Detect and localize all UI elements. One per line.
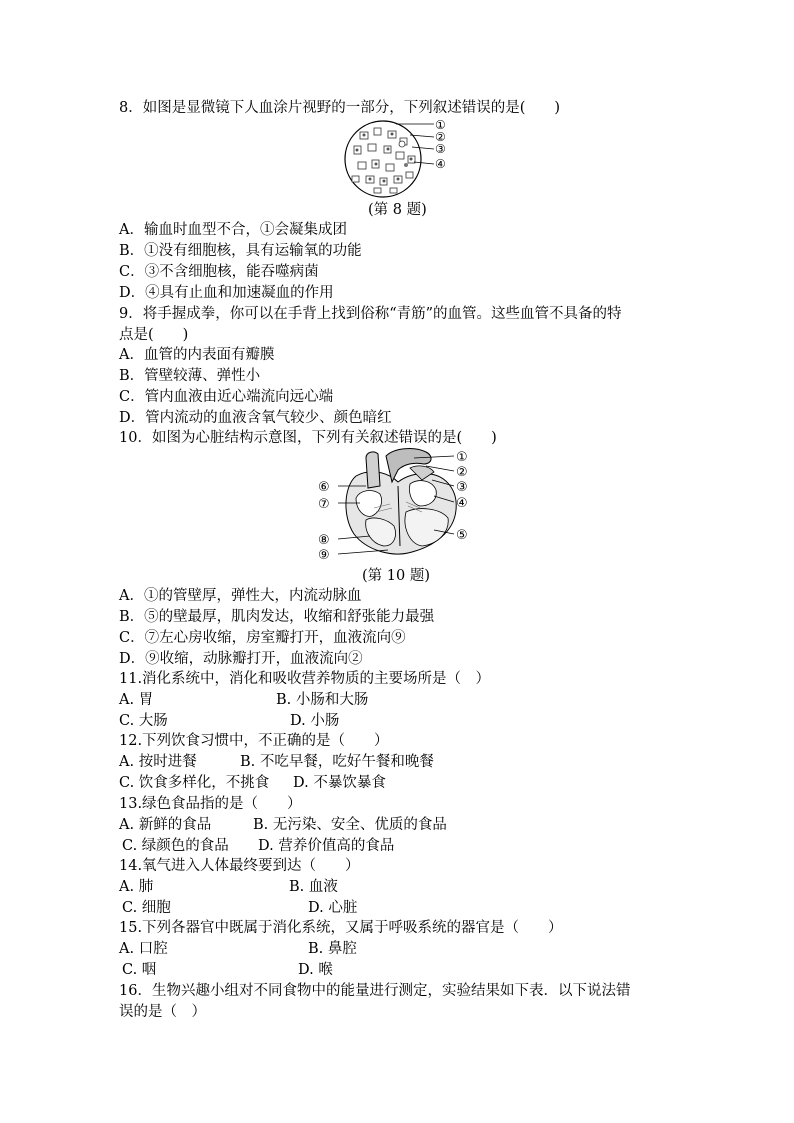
smear-label-1: ① xyxy=(435,118,446,132)
q12-option-c: C. 饮食多样化，不挑食 xyxy=(119,775,270,791)
q13-stem: 13.绿色食品指的是（ ） xyxy=(119,796,302,812)
q10-option-d: D．⑨收缩，动脉瓣打开，血液流向② xyxy=(119,651,363,667)
heart-label-3: ③ xyxy=(456,480,468,495)
q11-option-d: D. 小肠 xyxy=(290,713,340,729)
heart-label-7: ⑦ xyxy=(318,497,330,512)
q8-option-c: C．③不含细胞核，能吞噬病菌 xyxy=(119,264,319,280)
q13-option-d: D. 营养价值高的食品 xyxy=(258,838,395,854)
q10-option-a: A．①的管壁厚，弹性大，内流动脉血 xyxy=(119,588,362,604)
q12-stem: 12.下列饮食习惯中，不正确的是（ ） xyxy=(119,733,389,749)
q14-option-a: A. 肺 xyxy=(119,879,154,895)
q10-caption: (第 10 题) xyxy=(362,568,430,584)
q14-option-d: D. 心脏 xyxy=(308,900,358,916)
smear-label-2: ② xyxy=(435,130,446,144)
q11-option-a: A. 胃 xyxy=(119,692,154,708)
heart-body xyxy=(346,449,456,554)
heart-label-2: ② xyxy=(456,465,468,480)
q15-stem: 15.下列各器官中既属于消化系统，又属于呼吸系统的器官是（ ） xyxy=(119,920,563,936)
blood-smear-figure xyxy=(340,118,460,202)
q15-option-d: D. 喉 xyxy=(298,962,333,978)
smear-label-4: ④ xyxy=(435,157,446,171)
q15-option-c: C. 咽 xyxy=(122,962,157,978)
q9-stem-line2: 点是( ) xyxy=(119,327,189,343)
q8-stem: 8．如图是显微镜下人血涂片视野的一部分，下列叙述错误的是( ) xyxy=(119,100,561,116)
q15-option-a: A. 口腔 xyxy=(119,941,168,957)
q9-option-d: D．管内流动的血液含氧气较少、颜色暗红 xyxy=(119,410,392,426)
heart-label-6: ⑥ xyxy=(318,480,330,495)
q11-option-b: B. 小肠和大肠 xyxy=(276,692,369,708)
q12-option-b: B. 不吃早餐，吃好午餐和晚餐 xyxy=(240,754,434,770)
q10-stem: 10．如图为心脏结构示意图，下列有关叙述错误的是( ) xyxy=(119,430,497,446)
q10-option-c: C．⑦左心房收缩，房室瓣打开，血液流向⑨ xyxy=(119,630,406,646)
q15-option-b: B. 鼻腔 xyxy=(308,941,357,957)
microscope-field xyxy=(345,121,421,197)
heart-label-9: ⑨ xyxy=(318,548,330,563)
q8-option-a: A．输血时血型不合，①会凝集成团 xyxy=(119,222,347,238)
heart-label-4: ④ xyxy=(456,496,468,511)
q14-stem: 14.氧气进入人体最终要到达（ ） xyxy=(119,858,360,874)
q11-option-c: C. 大肠 xyxy=(119,713,168,729)
q11-stem: 11.消化系统中，消化和吸收营养物质的主要场所是（ ） xyxy=(119,671,491,687)
q9-option-a: A．血管的内表面有瓣膜 xyxy=(119,347,275,363)
q12-option-d: D. 不暴饮暴食 xyxy=(293,775,386,791)
q10-option-b: B．⑤的壁最厚，肌肉发达，收缩和舒张能力最强 xyxy=(119,609,435,625)
q8-option-b: B．①没有细胞核，具有运输氧的功能 xyxy=(119,243,362,259)
heart-label-8: ⑧ xyxy=(318,533,330,548)
q8-option-d: D．④具有止血和加速凝血的作用 xyxy=(119,285,334,301)
q9-option-c: C．管内血液由近心端流向远心端 xyxy=(119,389,334,405)
q8-caption: (第 8 题) xyxy=(368,202,427,218)
q12-option-a: A. 按时进餐 xyxy=(119,754,197,770)
heart-label-1: ① xyxy=(456,450,468,465)
q16-stem-line2: 误的是（ ） xyxy=(119,1004,206,1020)
q9-option-b: B．管壁较薄、弹性小 xyxy=(119,368,261,384)
q9-stem-line1: 9．将手握成拳，你可以在手背上找到俗称“青筋”的血管。这些血管不具备的特 xyxy=(119,306,622,322)
q14-option-c: C. 细胞 xyxy=(122,900,171,916)
smear-label-3: ③ xyxy=(435,142,446,156)
heart-diagram xyxy=(314,446,480,568)
q13-option-c: C. 绿颜色的食品 xyxy=(122,838,229,854)
q13-option-b: B. 无污染、安全、优质的食品 xyxy=(253,817,447,833)
q13-option-a: A. 新鲜的食品 xyxy=(119,817,212,833)
heart-label-5: ⑤ xyxy=(456,528,468,543)
q14-option-b: B. 血液 xyxy=(289,879,338,895)
q16-stem-line1: 16．生物兴趣小组对不同食物中的能量进行测定，实验结果如下表．以下说法错 xyxy=(119,983,631,999)
